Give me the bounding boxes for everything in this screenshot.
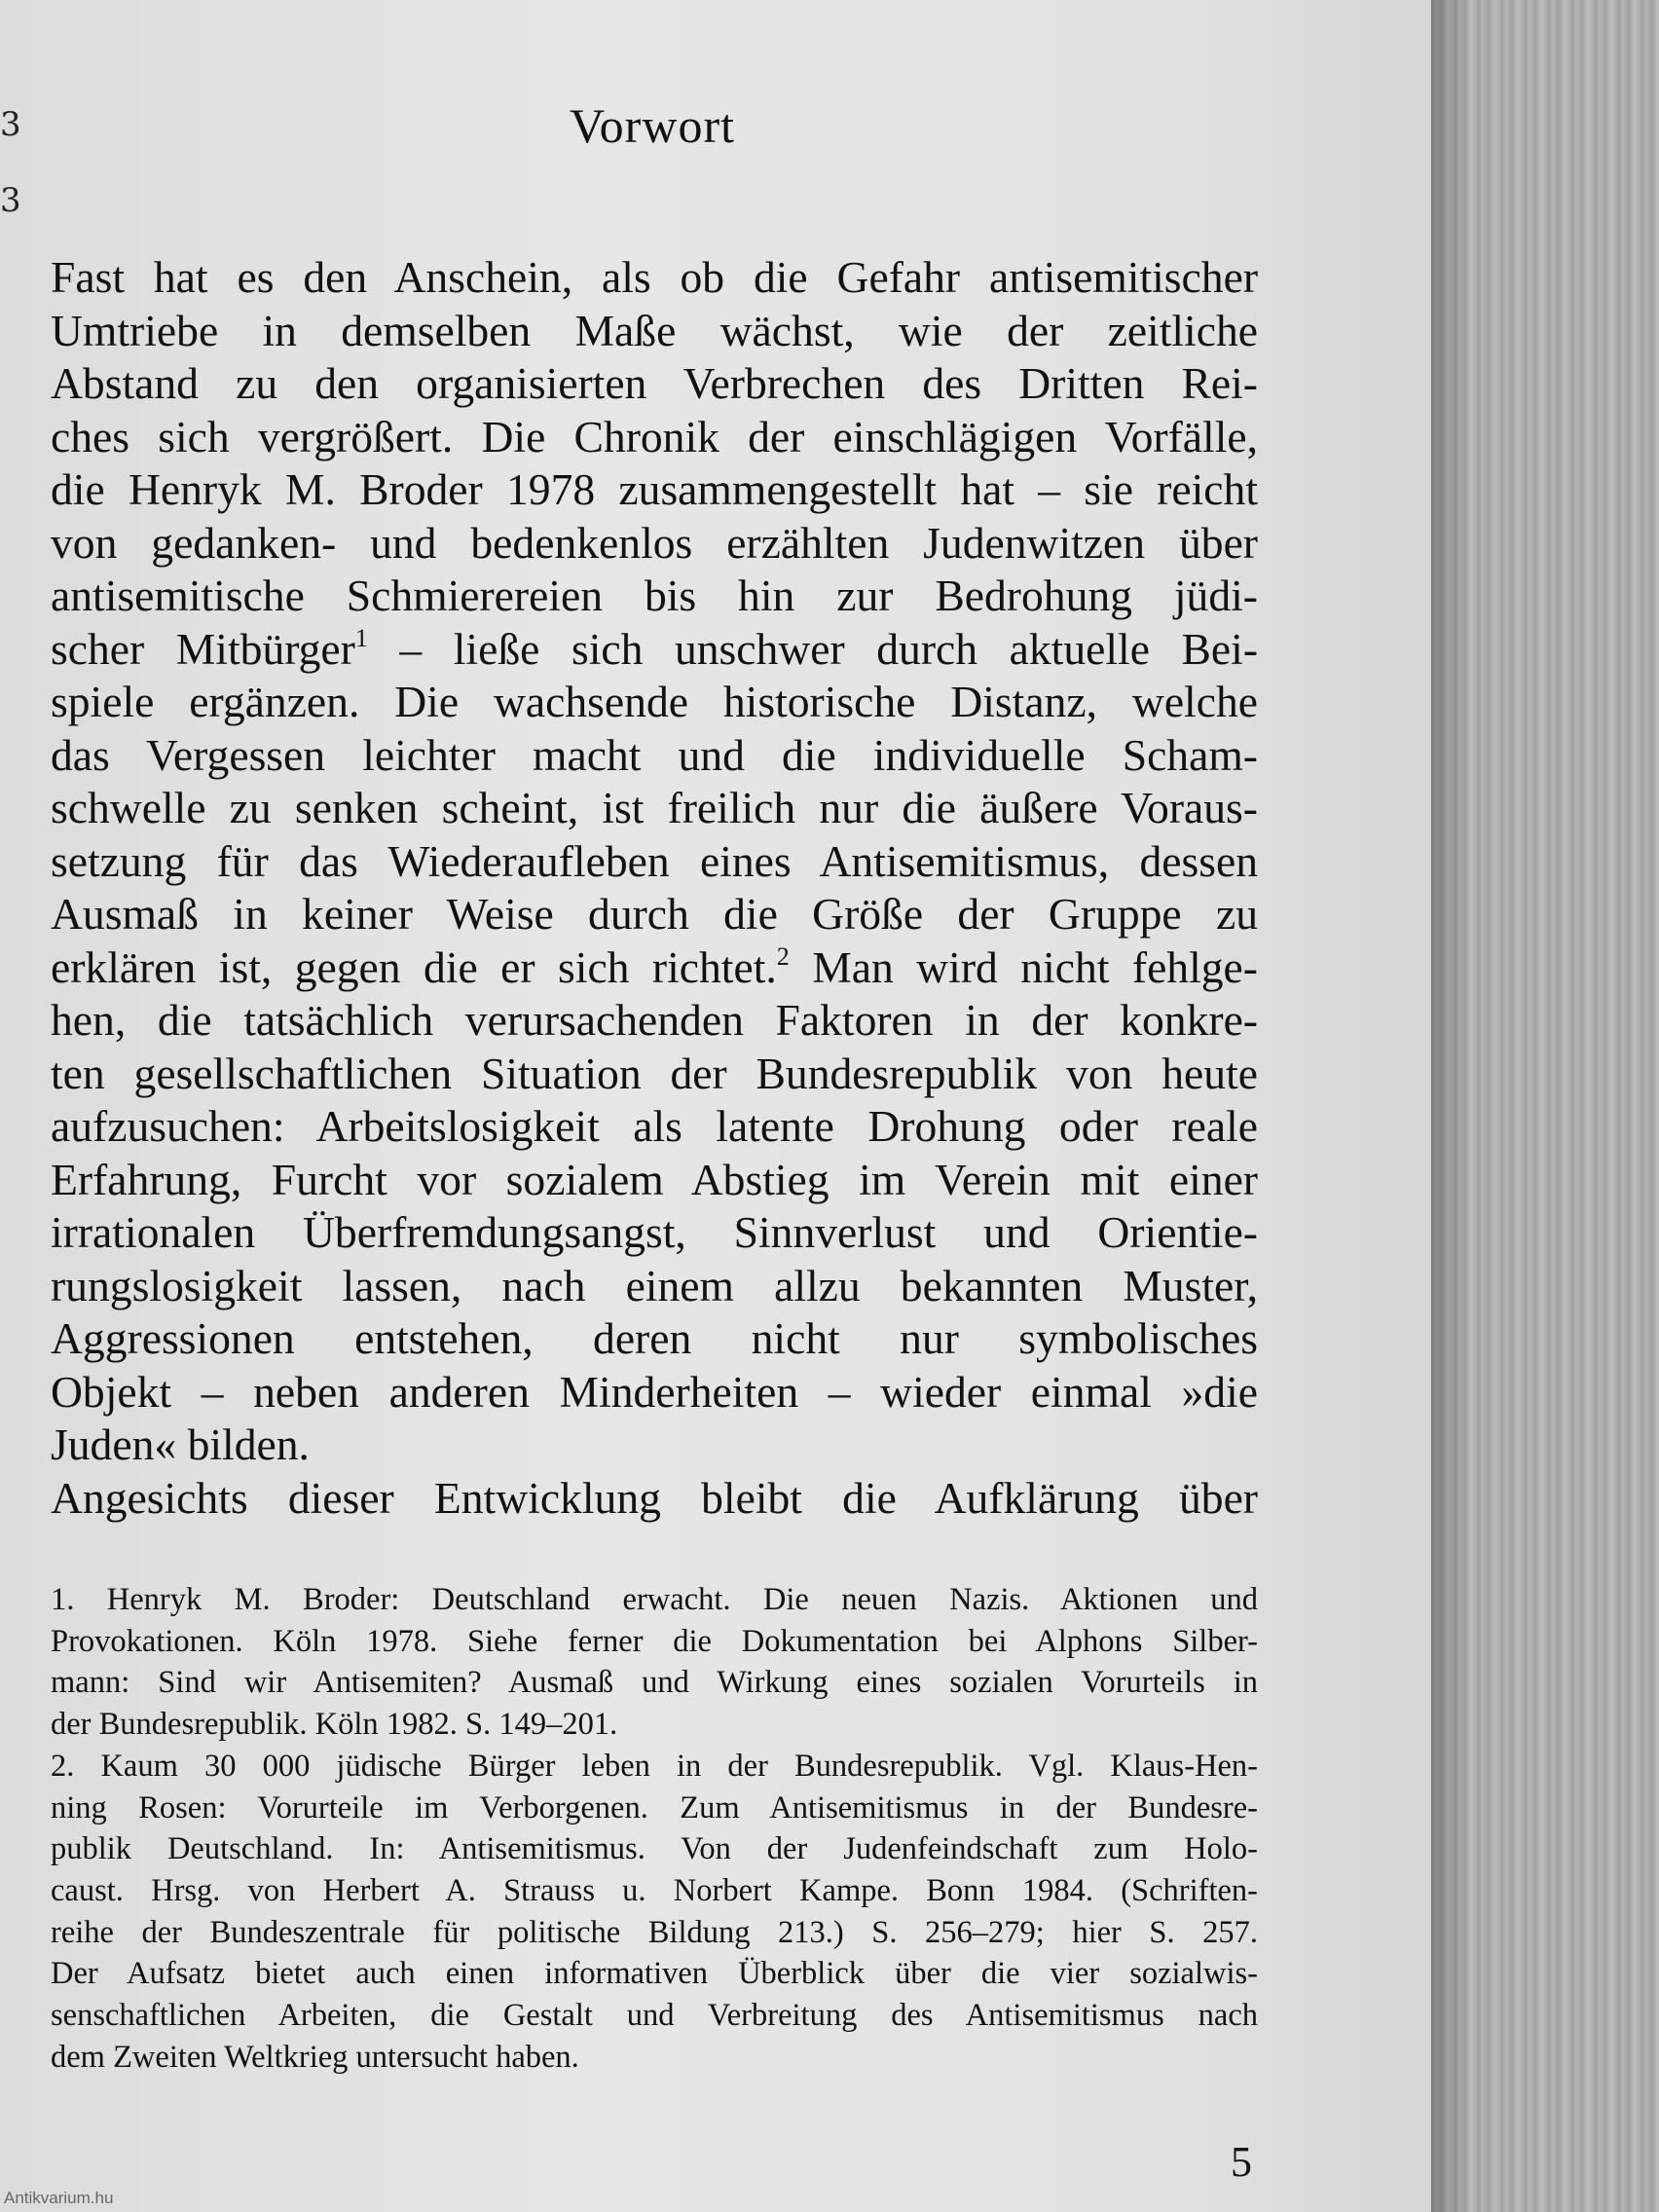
footnote-line: reihe der Bundeszentrale für politische Bildung 213.) S. 256–279; hier S. 257. — [51, 1914, 1258, 1950]
body-line — [51, 1472, 1258, 1526]
body-text-segment: Objekt – neben anderen Minderheiten – wieder einmal »die — [51, 1366, 1258, 1417]
footnote-line: senschaftlichen Arbeiten, die Gestalt und Verbreitung des Antisemitismus nach — [51, 1998, 1258, 2034]
body-text-segment: Aggressionen entstehen, deren nicht nur symbolisches — [51, 1313, 1258, 1363]
footnote-line: Der Aufsatz bietet auch einen informativen Überblick über die vier sozialwis- — [51, 1956, 1258, 1992]
body-text-segment: rungslosigkeit lassen, nach einem allzu bekannten Muster, — [51, 1260, 1258, 1310]
body-line — [51, 835, 1258, 889]
body-text-segment: ten gesellschaftlichen Situation der Bundesrepublik von heute — [51, 1048, 1258, 1098]
body-line — [51, 941, 1258, 995]
body-text-segment: setzung für das Wiederaufleben eines Antisemitismus, dessen — [51, 835, 1258, 886]
footnote-line: 2. Kaum 30 000 jüdische Bürger leben in der Bundesrepublik. Vgl. Klaus-Hen- — [51, 1748, 1258, 1784]
body-line — [51, 888, 1258, 941]
body-text-segment: hen, die tatsächlich verursachenden Faktoren in der konkre- — [51, 995, 1258, 1045]
body-line — [51, 1366, 1258, 1419]
body-text-segment: Umtriebe in demselben Maße wächst, wie der zeitliche — [51, 305, 1258, 355]
body-text-segment: antisemitische Schmierereien bis hin zur Bedrohung jüdi- — [51, 571, 1258, 620]
footnotes — [51, 1579, 1258, 2078]
body-line — [51, 994, 1258, 1048]
footnote-line: caust. Hrsg. von Herbert A. Strauss u. Norbert Kampe. Bonn 1984. (Schriften- — [51, 1872, 1258, 1908]
body-line — [51, 1206, 1258, 1260]
body-text-segment: Juden« bilden. — [51, 1419, 310, 1469]
body-text-segment: von gedanken- und bedenkenlos erzählten Judenwitzen über — [51, 517, 1258, 568]
body-text-segment: die Henryk M. Broder 1978 zusammengestellt hat – sie reicht — [51, 464, 1258, 514]
body-line — [51, 1419, 1258, 1472]
body-line — [51, 517, 1258, 571]
footnote-line: dem Zweiten Weltkrieg untersucht haben. — [51, 2039, 579, 2075]
body-text-segment: erklären ist, gegen die er sich richtet. — [51, 941, 777, 992]
body-line — [51, 305, 1258, 358]
body-text-segment: irrationalen Überfremdungsangst, Sinnverlust und Orientie- — [51, 1207, 1258, 1257]
body-line — [51, 1312, 1258, 1366]
body-line — [51, 463, 1258, 517]
body-text-segment: Fast hat es den Anschein, als ob die Gefahr antisemitischer — [51, 252, 1258, 302]
body-text-segment: spiele ergänzen. Die wachsende historische Distanz, welche — [51, 677, 1258, 726]
body-line — [51, 570, 1258, 623]
body-text-segment: Abstand zu den organisierten Verbrechen des Dritten Rei- — [51, 358, 1258, 408]
body-line — [51, 357, 1258, 411]
body-line — [51, 1100, 1258, 1154]
body-text — [51, 251, 1258, 1525]
body-text-segment: schwelle zu senken scheint, ist freilich nur die äußere Voraus- — [51, 783, 1258, 832]
footnote-line: der Bundesrepublik. Köln 1982. S. 149–201. — [51, 1707, 618, 1743]
body-line — [51, 1154, 1258, 1207]
body-line — [51, 623, 1258, 677]
body-text-segment: Erfahrung, Furcht vor sozialem Abstieg im Verein mit einer — [51, 1154, 1258, 1204]
body-text-segment: Man wird nicht fehlge- — [789, 941, 1258, 992]
body-line — [51, 251, 1258, 305]
margin-mark: 3 — [0, 181, 21, 220]
footnote-ref: 1 — [354, 623, 368, 652]
body-line — [51, 1048, 1258, 1101]
watermark: Antikvarium.hu — [4, 2189, 114, 2207]
body-line — [51, 1260, 1258, 1313]
footnote-line: 1. Henryk M. Broder: Deutschland erwacht. Die neuen Nazis. Aktionen und — [51, 1582, 1258, 1617]
page-edge-background — [1431, 0, 1659, 2212]
body-text-segment: scher Mitbürger — [51, 623, 355, 674]
body-line — [51, 729, 1258, 783]
body-text-segment: – ließe sich unschwer durch aktuelle Bei- — [367, 623, 1259, 674]
body-line — [51, 782, 1258, 835]
page-number: 5 — [1231, 2138, 1252, 2186]
footnote-line: mann: Sind wir Antisemiten? Ausmaß und Wirkung eines sozialen Vorurteils in — [51, 1665, 1258, 1701]
footnote-line: Provokationen. Köln 1978. Siehe ferner die Dokumentation bei Alphons Silber- — [51, 1623, 1258, 1659]
body-line — [51, 676, 1258, 729]
footnote-line: ning Rosen: Vorurteile im Verborgenen. Zum Antisemitismus in der Bundesre- — [51, 1789, 1258, 1825]
footnote-ref: 2 — [776, 941, 790, 971]
body-text-segment: aufzusuchen: Arbeitslosigkeit als latente Drohung oder reale — [51, 1101, 1258, 1151]
footnote-line: publik Deutschland. In: Antisemitismus. Von der Judenfeindschaft zum Holo- — [51, 1831, 1258, 1867]
body-line — [51, 411, 1258, 464]
body-text-segment: ches sich vergrößert. Die Chronik der einschlägigen Vorfälle, — [51, 411, 1258, 461]
body-text-segment: das Vergessen leichter macht und die individuelle Scham- — [51, 729, 1258, 780]
body-text-segment: Angesichts dieser Entwicklung bleibt die Aufklärung über — [51, 1472, 1258, 1523]
margin-mark: 3 — [0, 105, 21, 144]
body-text-segment: Ausmaß in keiner Weise durch die Größe der Gruppe zu — [51, 889, 1258, 939]
chapter-title: Vorwort — [570, 98, 735, 153]
